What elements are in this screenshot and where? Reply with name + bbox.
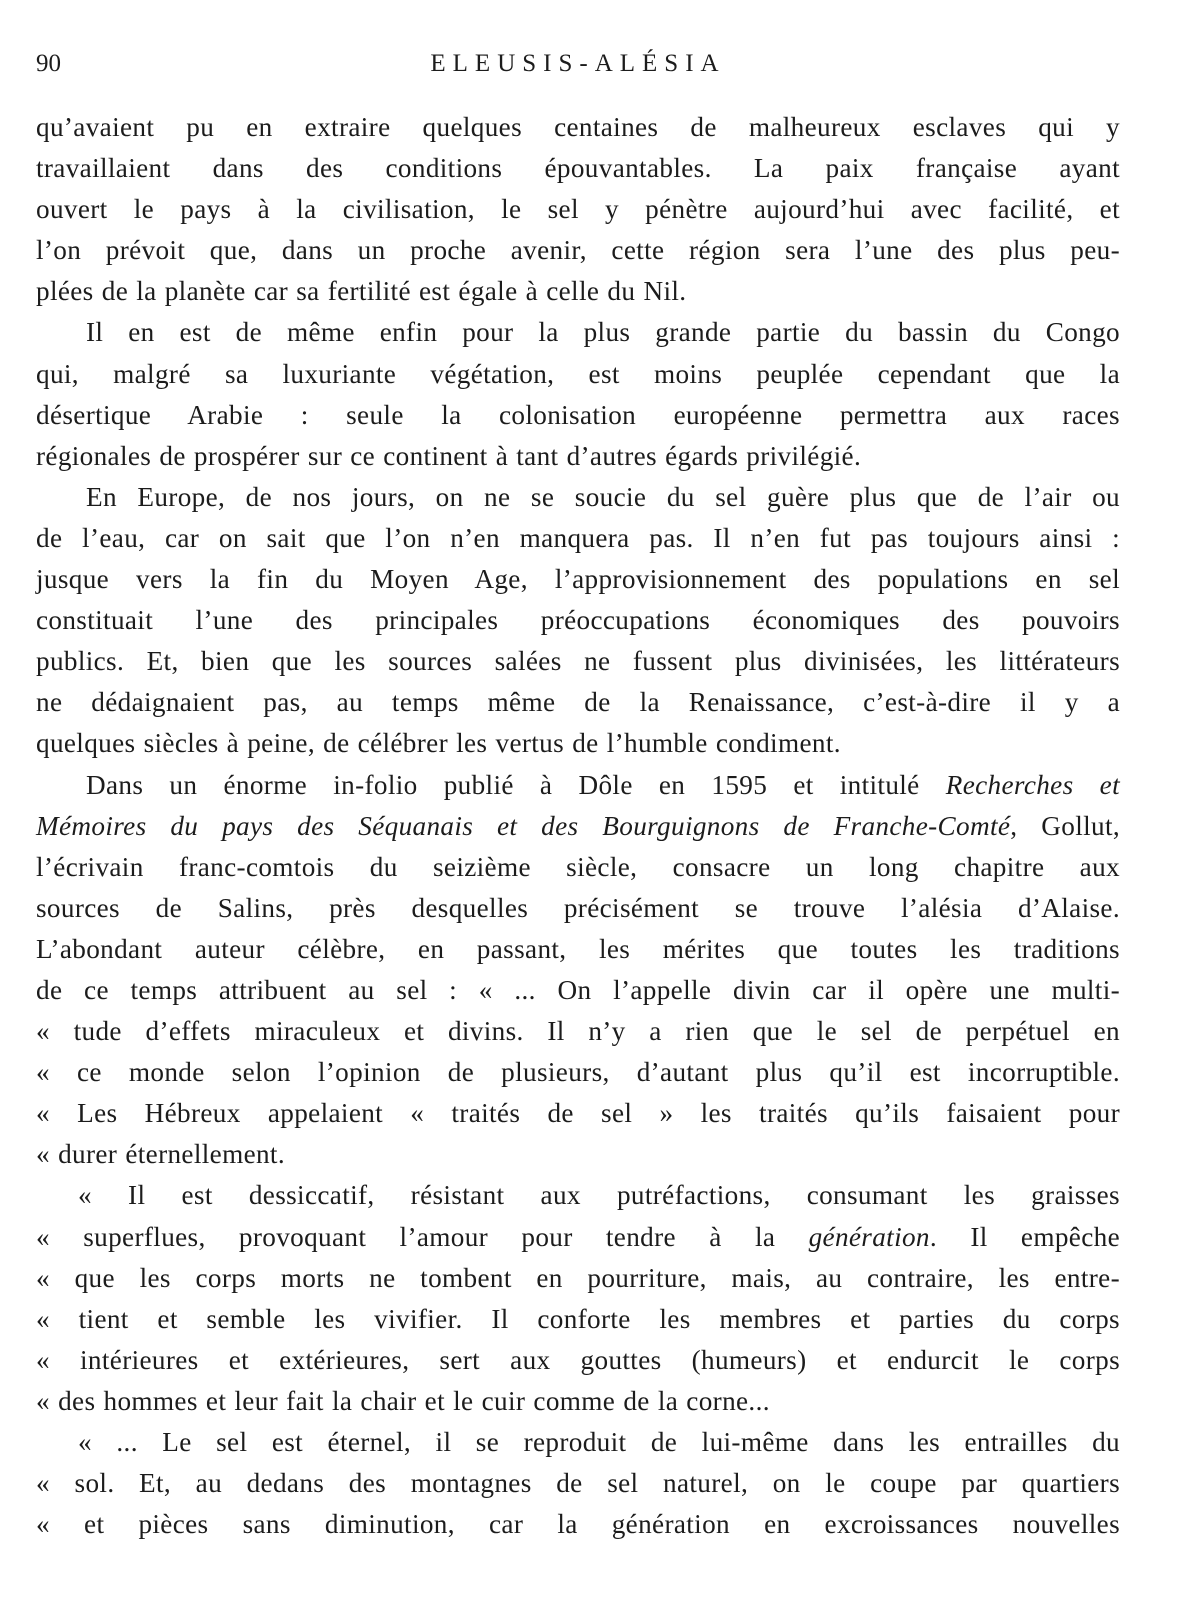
- text-span: . Il empêche: [929, 1221, 1120, 1252]
- text-line: constituait l’une des principales préoccupations économiques des pouvoirs: [36, 605, 1120, 636]
- book-page: [36, 46, 1120, 1545]
- text-line: régionales de prospérer sur ce continent à tant d’autres égards privilégié.: [36, 440, 862, 471]
- text-line: « Les Hébreux appelaient « traités de sel » les traités qu’ils faisaient pour: [36, 1098, 1120, 1129]
- text-line: l’on prévoit que, dans un proche avenir, cette région sera l’une des plus peu-: [36, 235, 1120, 266]
- text-line: « des hommes et leur fait la chair et le cuir comme de la corne...: [36, 1385, 770, 1416]
- text-line: ouvert le pays à la civilisation, le sel y pénètre aujourd’hui avec facilité, et: [36, 194, 1120, 225]
- text-line: Il en est de même enfin pour la plus grande partie du bassin du Congo: [86, 317, 1120, 348]
- text-line: de l’eau, car on sait que l’on n’en manquera pas. Il n’en fut pas toujours ainsi :: [36, 522, 1120, 553]
- text-line: qu’avaient pu en extraire quelques centaines de malheureux esclaves qui y: [36, 112, 1120, 142]
- text-line: jusque vers la fin du Moyen Age, l’approvisionnement des populations en sel: [36, 564, 1120, 595]
- text-line: « sol. Et, au dedans des montagnes de sel naturel, on le coupe par quartiers: [36, 1468, 1120, 1499]
- text-span: Dans un énorme in-folio publié à Dôle en 1595 et intitulé: [86, 769, 946, 800]
- text-line: de ce temps attribuent au sel : « ... On l’appelle divin car il opère une multi-: [36, 974, 1120, 1005]
- text-line: « ... Le sel est éternel, il se reproduit de lui-même dans les entrailles du: [78, 1427, 1120, 1457]
- text-line: travaillaient dans des conditions épouvantables. La paix française ayant: [36, 153, 1120, 184]
- text-line: « durer éternellement.: [36, 1139, 285, 1170]
- book-title-italic: Recherches et: [945, 769, 1120, 800]
- text-line: L’abondant auteur célèbre, en passant, les mérites que toutes les traditions: [36, 933, 1120, 964]
- page-number: 90: [36, 50, 61, 77]
- text-line: « que les corps morts ne tombent en pourriture, mais, au contraire, les entre-: [36, 1262, 1120, 1293]
- text-line: « tude d’effets miraculeux et divins. Il n’y a rien que le sel de perpétuel en: [36, 1016, 1120, 1047]
- page-header: [36, 46, 1120, 80]
- text-line: quelques siècles à peine, de célébrer les vertus de l’humble condiment.: [36, 728, 841, 759]
- text-line: [36, 765, 1120, 806]
- book-title-italic: Mémoires du pays des Séquanais et des Bourguignons de Franche-Comté: [36, 810, 1011, 841]
- text-line: « intérieures et extérieures, sert aux gouttes (humeurs) et endurcit le corps: [36, 1344, 1120, 1375]
- text-line: ne dédaignaient pas, au temps même de la Renaissance, c’est-à-dire il y a: [36, 687, 1120, 718]
- text-line: publics. Et, bien que les sources salées ne fussent plus divinisées, les littérateurs: [36, 646, 1120, 677]
- text-line: l’écrivain franc-comtois du seizième siècle, consacre un long chapitre aux: [36, 851, 1120, 882]
- text-line: sources de Salins, près desquelles précisément se trouve l’alésia d’Alaise.: [36, 892, 1120, 923]
- text-line: qui, malgré sa luxuriante végétation, est moins peuplée cependant que la: [36, 358, 1120, 389]
- text-line: En Europe, de nos jours, on ne se soucie du sel guère plus que de l’air ou: [86, 481, 1120, 512]
- text-line: [36, 806, 1120, 847]
- text-line: [36, 1217, 1120, 1258]
- text-span: , Gollut,: [1010, 810, 1120, 841]
- text-line: désertique Arabie : seule la colonisation européenne permettra aux races: [36, 399, 1120, 430]
- body-text: [36, 107, 1120, 1545]
- text-line: « et pièces sans diminution, car la génération en excroissances nouvelles: [36, 1509, 1120, 1540]
- text-line: « ce monde selon l’opinion de plusieurs, d’autant plus qu’il est incorruptible.: [36, 1057, 1120, 1088]
- italic-word: génération: [808, 1221, 930, 1252]
- text-span: « superflues, provoquant l’amour pour tendre à la: [36, 1221, 809, 1252]
- text-line: « tient et semble les vivifier. Il conforte les membres et parties du corps: [36, 1303, 1120, 1334]
- running-title: ELEUSIS-ALÉSIA: [430, 50, 726, 77]
- text-line: plées de la planète car sa fertilité est égale à celle du Nil.: [36, 276, 687, 307]
- text-line: « Il est dessiccatif, résistant aux putréfactions, consumant les graisses: [78, 1180, 1120, 1211]
